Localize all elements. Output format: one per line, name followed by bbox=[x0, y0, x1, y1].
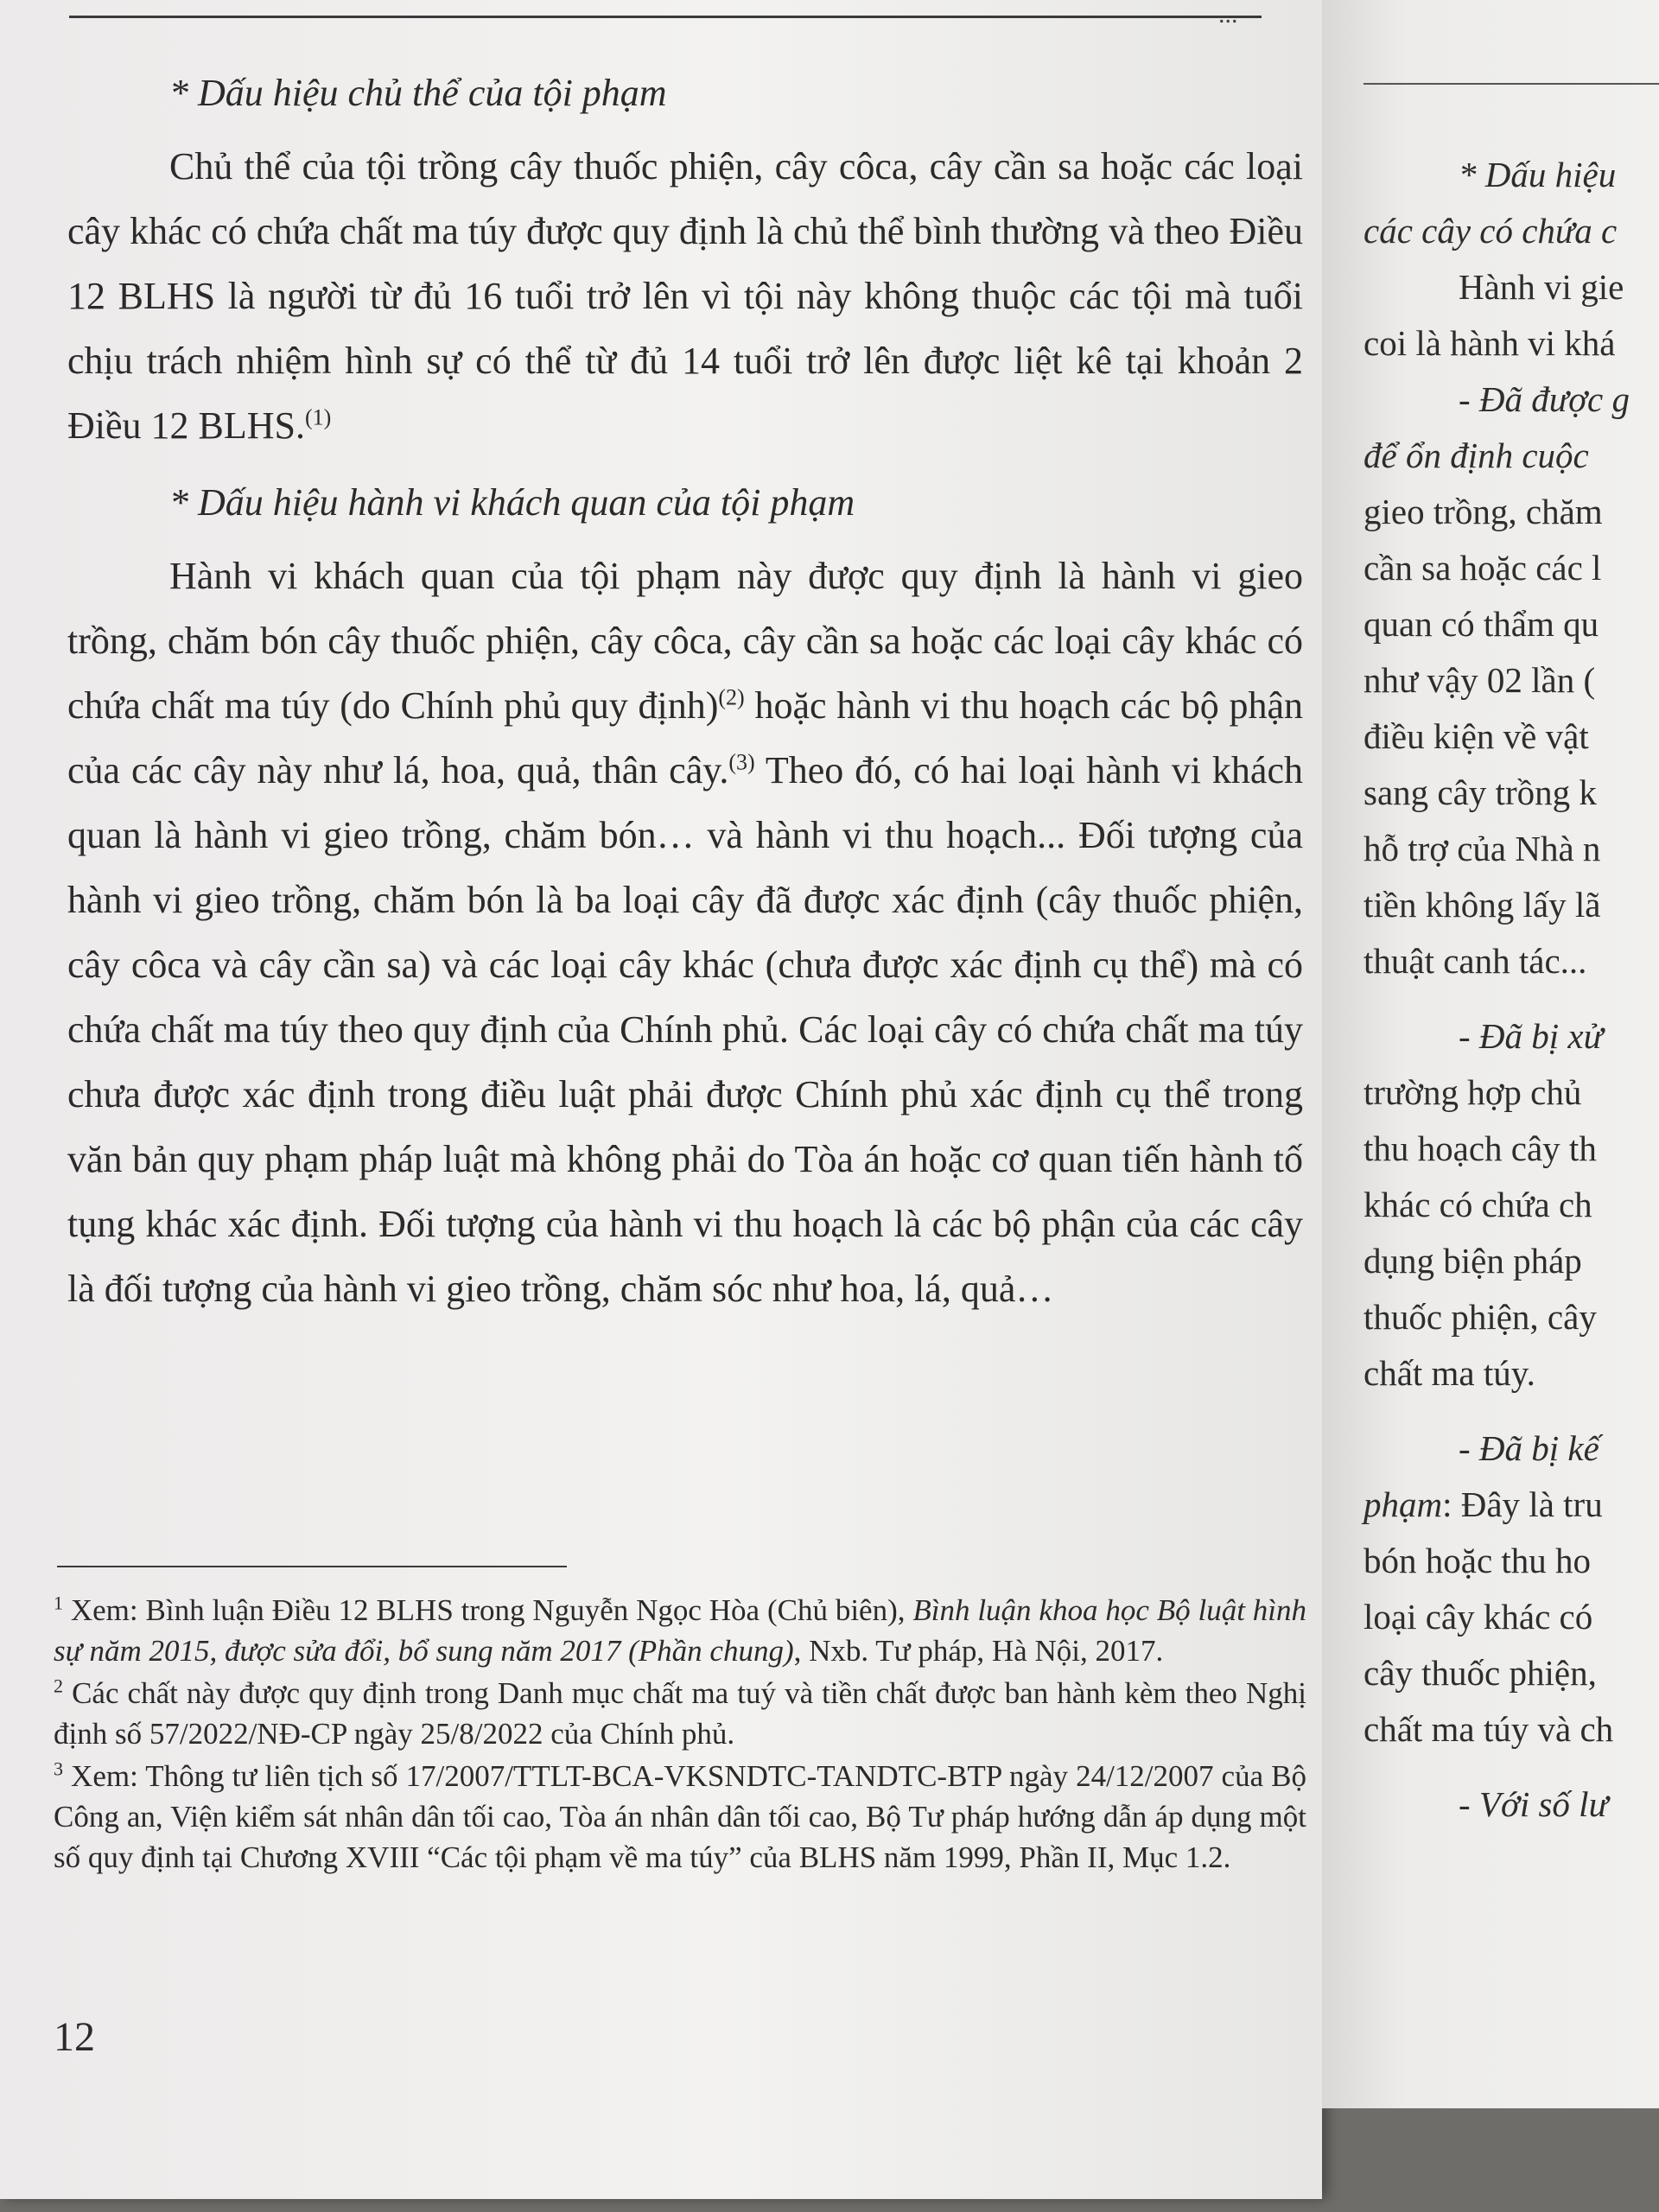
footnote-ref-1: (1) bbox=[305, 404, 332, 430]
text-line: dụng biện pháp bbox=[1363, 1241, 1582, 1281]
text-line: loại cây khác có bbox=[1363, 1597, 1593, 1637]
paragraph-objective-part1: Hành vi khách quan của tội phạm này được quy định là hành vi gieo trồng, chăm bón cây thuốc phiện, cây côca, cây cần sa hoặc các loại cây khác có chứa chất ma túy (do Chính phủ quy định) bbox=[67, 555, 1303, 727]
page-number: 12 bbox=[54, 2014, 95, 2060]
text-line: - Đã được g bbox=[1459, 379, 1630, 419]
text-line bbox=[1363, 1477, 1659, 1533]
paragraph-objective-part3: Theo đó, có hai loại hành vi khách quan là hành vi gieo trồng, chăm bón… và hành vi thu hoạch... Đối tượng của hành vi gieo trồng, chăm bón là ba loại cây đã được xác định (cây thuốc phiện, cây côca và cây cần sa) và các loại cây khác (chưa được xác định cụ thể) mà có chứa chất ma túy theo quy định của Chính phủ. Các loại cây có chứa chất ma túy chưa được xác định trong điều luật phải được Chính phủ xác định cụ thể trong văn bản quy phạm pháp luật mà không phải do Tòa án hoặc cơ quan tiến hành tố tụng khác xác định. Đối tượng của hành vi thu hoạch là các bộ phận của các cây là đối tượng của hành vi gieo trồng, chăm sóc như hoa, lá, quả… bbox=[67, 749, 1303, 1310]
header-rule bbox=[69, 16, 1262, 18]
text-line: sang cây trồng k bbox=[1363, 772, 1597, 812]
footnote-text: Xem: Bình luận Điều 12 BLHS trong Nguyễn Ngọc Hòa (Chủ biên), bbox=[70, 1593, 913, 1627]
text-line: thuật canh tác... bbox=[1363, 941, 1587, 981]
text-line: các cây có chứa c bbox=[1363, 211, 1618, 251]
text-line: thuốc phiện, cây bbox=[1363, 1297, 1597, 1337]
text-line: hỗ trợ của Nhà n bbox=[1363, 829, 1601, 868]
text-line: điều kiện về vật bbox=[1363, 716, 1589, 756]
footnote-book-title: Bình luận khoa học Bộ luật hình sự năm 2015, được sửa đổi, bổ sung năm 2017 (Phần chung) bbox=[54, 1593, 1307, 1668]
text-line: cây thuốc phiện, bbox=[1363, 1653, 1597, 1693]
text-line: thu hoạch cây th bbox=[1363, 1128, 1597, 1168]
text-line: trường hợp chủ bbox=[1363, 1072, 1582, 1112]
text-line: Hành vi gie bbox=[1459, 267, 1624, 307]
footnote-ref-3: (3) bbox=[728, 749, 755, 775]
text-line: - Đã bị kế bbox=[1459, 1428, 1599, 1468]
text-line-italic: phạm bbox=[1363, 1484, 1443, 1524]
paragraph-subject bbox=[67, 134, 1303, 458]
text-line: như vậy 02 lần ( bbox=[1363, 660, 1596, 700]
paragraph-subject-text: Chủ thể của tội trồng cây thuốc phiện, cây côca, cây cần sa hoặc các loại cây khác có chứa chất ma túy được quy định là chủ thể bình thường và theo Điều 12 BLHS là người từ đủ 16 tuổi trở lên vì tội này không thuộc các tội mà tuổi chịu trách nhiệm hình sự có thể từ đủ 14 tuổi trở lên được liệt kê tại khoản 2 Điều 12 BLHS. bbox=[67, 145, 1303, 447]
text-line-rest: : Đây là tru bbox=[1442, 1484, 1603, 1524]
text-line: để ổn định cuộc bbox=[1363, 435, 1589, 475]
text-line: - Với số lư bbox=[1459, 1784, 1608, 1824]
header-dots: ... bbox=[1218, 0, 1238, 29]
footnote-rule bbox=[57, 1566, 567, 1567]
right-page-body bbox=[1363, 147, 1659, 1833]
text-line: khác có chứa ch bbox=[1363, 1185, 1592, 1224]
text-line: bón hoặc thu ho bbox=[1363, 1541, 1592, 1580]
left-page-body bbox=[67, 60, 1303, 1321]
text-line: tiền không lấy lã bbox=[1363, 885, 1601, 925]
section-heading-subject: * Dấu hiệu chủ thể của tội phạm bbox=[169, 72, 667, 114]
paragraph-objective bbox=[67, 543, 1303, 1321]
footnote-number: 2 bbox=[54, 1675, 63, 1697]
footnote-2 bbox=[54, 1673, 1306, 1754]
footnotes bbox=[54, 1590, 1306, 1879]
text-line: chất ma túy. bbox=[1363, 1353, 1535, 1393]
text-line: gieo trồng, chăm bbox=[1363, 492, 1603, 531]
text-line: quan có thẩm qu bbox=[1363, 604, 1599, 644]
footnote-3 bbox=[54, 1756, 1306, 1878]
footnote-1 bbox=[54, 1590, 1306, 1671]
footnote-text: Xem: Thông tư liên tịch số 17/2007/TTLT-BCA-VKSNDTC-TANDTC-BTP ngày 24/12/2007 của Bộ Công an, Viện kiểm sát nhân dân tối cao, Tòa án nhân dân tối cao, Bộ Tư pháp hướng dẫn áp dụng một số quy định tại Chương XVIII “Các tội phạm về ma túy” của BLHS năm 1999, Phần II, Mục 1.2. bbox=[54, 1759, 1307, 1874]
footnote-number: 3 bbox=[54, 1758, 63, 1780]
section-heading-objective: * Dấu hiệu hành vi khách quan của tội phạm bbox=[169, 481, 855, 524]
right-header-rule bbox=[1363, 83, 1659, 85]
right-page bbox=[1322, 0, 1659, 2108]
footnote-number: 1 bbox=[54, 1592, 63, 1614]
footnote-text: Các chất này được quy định trong Danh mục chất ma tuý và tiền chất được ban hành kèm theo Nghị định số 57/2022/NĐ-CP ngày 25/8/2022 của Chính phủ. bbox=[54, 1676, 1307, 1751]
paragraph-objective-part2: hoặc hành vi thu hoạch các bộ phận của các cây này như lá, hoa, quả, thân cây. bbox=[67, 684, 1303, 791]
text-line: * Dấu hiệu bbox=[1459, 155, 1617, 194]
text-line: cần sa hoặc các l bbox=[1363, 548, 1602, 588]
footnote-ref-2: (2) bbox=[718, 684, 745, 710]
footnote-text: , Nxb. Tư pháp, Hà Nội, 2017. bbox=[793, 1634, 1164, 1668]
text-line: coi là hành vi khá bbox=[1363, 323, 1616, 363]
text-line: - Đã bị xử bbox=[1459, 1016, 1603, 1056]
text-line: chất ma túy và ch bbox=[1363, 1709, 1614, 1749]
